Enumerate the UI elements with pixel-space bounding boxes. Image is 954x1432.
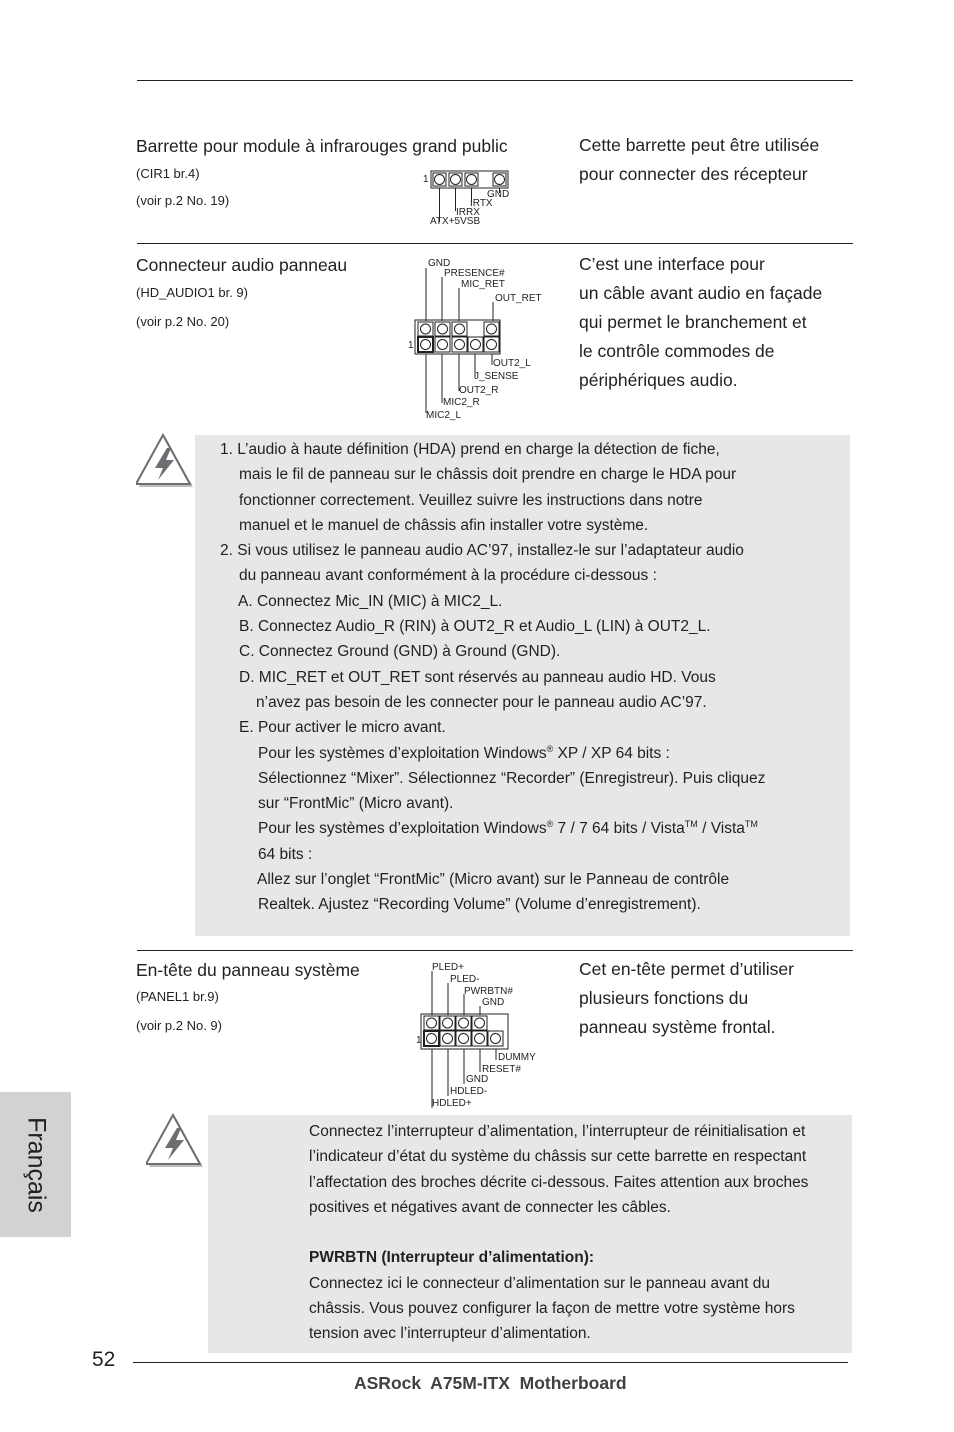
cir-pin-irtx: IRTX bbox=[470, 198, 493, 209]
note1-line: A. Connectez Mic_IN (MIC) à MIC2_L. bbox=[238, 592, 503, 610]
language-label: Français bbox=[22, 1116, 50, 1213]
panel-pin-diagram bbox=[410, 960, 560, 1110]
audio-pin-gnd: GND bbox=[428, 258, 451, 269]
warning-triangle-icon bbox=[136, 432, 196, 492]
cir-ref: (CIR1 br.4) bbox=[136, 166, 200, 181]
registered-mark: ® bbox=[546, 819, 554, 830]
note1-line: C. Connectez Ground (GND) à Ground (GND). bbox=[239, 643, 561, 661]
audio-pin-j-sense: J_SENSE bbox=[474, 371, 519, 382]
note1-line: Realtek. Ajustez “Recording Volume” (Volume d’enregistrement). bbox=[258, 896, 701, 914]
warning-triangle-icon bbox=[146, 1112, 206, 1172]
cir-pin-gnd: GND bbox=[487, 189, 510, 200]
panel-pin-hdled-minus: HDLED- bbox=[450, 1086, 488, 1097]
cir-pin-atx5vsb: ATX+5VSB bbox=[430, 216, 481, 227]
cir-pin-diagram bbox=[420, 165, 520, 227]
divider bbox=[137, 243, 853, 244]
cir-desc-line: pour connecter des récepteur bbox=[579, 164, 808, 184]
cir-pin-irrx: IRRX bbox=[456, 207, 480, 218]
note1-vista-line bbox=[220, 816, 765, 841]
language-side-tab bbox=[0, 1092, 71, 1237]
note1-xp-prefix: Pour les systèmes d’exploitation Windows bbox=[258, 744, 547, 762]
note1-line: sur “FrontMic” (Micro avant). bbox=[258, 795, 454, 813]
panel-title: En-tête du panneau système bbox=[136, 960, 360, 980]
panel-pin-gnd-top: GND bbox=[482, 997, 505, 1008]
note2-line: Connectez l’interrupteur d’alimentation, l’interrupteur de réinitialisation et bbox=[309, 1123, 806, 1140]
note2-line: Connectez ici le connecteur d’alimentation sur le panneau avant du bbox=[309, 1274, 770, 1292]
note1-line: B. Connectez Audio_R (RIN) à OUT2_R et Audio_L (LIN) à OUT2_L. bbox=[239, 618, 711, 636]
note1-line: n’avez pas besoin de les connecter pour le panneau audio AC’97. bbox=[256, 693, 707, 711]
audio-desc-line: qui permet le branchement et bbox=[579, 312, 807, 332]
audio-desc-line: C’est une interface pour bbox=[579, 254, 765, 274]
trademark-mark: TM bbox=[684, 819, 698, 830]
panel-desc-line: panneau système frontal. bbox=[579, 1017, 776, 1037]
panel-pin-pwrbtn: PWRBTN# bbox=[464, 986, 513, 997]
panel-desc-line: plusieurs fonctions du bbox=[579, 988, 749, 1008]
panel-pin-one-label: 1 bbox=[416, 1035, 422, 1046]
note1-line: du panneau avant conformément à la procédure ci-dessous : bbox=[239, 567, 657, 585]
note1-line: Sélectionnez “Mixer”. Sélectionnez “Recorder” (Enregistreur). Puis cliquez bbox=[258, 769, 766, 787]
audio-pin-mic-ret: MIC_RET bbox=[461, 279, 505, 290]
panel-pin-hdled-plus: HDLED+ bbox=[432, 1098, 472, 1109]
divider bbox=[137, 950, 853, 951]
note1-line: manuel et le manuel de châssis afin installer votre système. bbox=[239, 516, 649, 534]
note2-text bbox=[309, 1119, 808, 1347]
audio-header-svg bbox=[400, 255, 560, 425]
panel-pin-reset: RESET# bbox=[482, 1064, 521, 1075]
note1-vista-prefix: Pour les systèmes d’exploitation Windows bbox=[258, 820, 547, 838]
note1-line: Allez sur l’onglet “FrontMic” (Micro avant) sur le Panneau de contrôle bbox=[257, 871, 730, 889]
note2-line: châssis. Vous pouvez configurer la façon de mettre votre système hors bbox=[309, 1300, 795, 1318]
note1-xp-line bbox=[220, 741, 765, 766]
audio-ref: (HD_AUDIO1 br. 9) bbox=[136, 285, 248, 300]
trademark-mark: TM bbox=[744, 819, 758, 830]
audio-pin-out-ret: OUT_RET bbox=[495, 293, 542, 304]
note2-warning-icon bbox=[146, 1112, 206, 1172]
audio-pin-one-label: 1 bbox=[408, 340, 414, 351]
footer-title: ASRock A75M-ITX Motherboard bbox=[354, 1373, 627, 1393]
note1-warning-icon bbox=[136, 432, 196, 492]
panel-pin-pled-minus: PLED- bbox=[450, 974, 480, 985]
audio-pin-mic2-r: MIC2_R bbox=[443, 397, 480, 408]
note1-line: 1. L’audio à haute définition (HDA) prend en charge la détection de fiche, bbox=[220, 441, 720, 458]
top-rule bbox=[137, 80, 853, 81]
cir-pin-one-label: 1 bbox=[423, 174, 429, 185]
audio-description bbox=[579, 250, 822, 395]
panel-pin-gnd-bottom: GND bbox=[466, 1074, 489, 1085]
panel-description bbox=[579, 955, 794, 1042]
registered-mark: ® bbox=[546, 743, 554, 754]
note1-line: mais le fil de panneau sur le châssis doit prendre en charge le HDA pour bbox=[239, 466, 737, 484]
audio-desc-line: périphériques audio. bbox=[579, 370, 738, 390]
audio-pin-diagram bbox=[400, 255, 560, 425]
note1-line: D. MIC_RET et OUT_RET sont réservés au panneau audio HD. Vous bbox=[239, 668, 716, 686]
note1-vista-mid: 7 / 7 64 bits / Vista bbox=[553, 820, 685, 838]
note1-line: 64 bits : bbox=[258, 845, 313, 863]
audio-pin-mic2-l: MIC2_L bbox=[426, 410, 462, 421]
note2-line: l’affectation des broches décrite ci-dessous. Faites attention aux broches bbox=[309, 1173, 809, 1191]
note1-line: fonctionner correctement. Veuillez suivre les instructions dans notre bbox=[239, 491, 703, 509]
note1-line: 2. Si vous utilisez le panneau audio AC’97, installez-le sur l’adaptateur audio bbox=[220, 542, 744, 560]
audio-desc-line: un câble avant audio en façade bbox=[579, 283, 823, 303]
audio-see: (voir p.2 No. 20) bbox=[136, 314, 230, 329]
audio-desc-line: le contrôle commodes de bbox=[579, 341, 775, 361]
audio-pin-presence: PRESENCE# bbox=[444, 268, 505, 279]
cir-desc-line: Cette barrette peut être utilisée bbox=[579, 135, 820, 155]
note1-vista-mid2: / Vista bbox=[697, 820, 745, 838]
cir-description bbox=[579, 131, 819, 189]
note1-line: E. Pour activer le micro avant. bbox=[239, 719, 446, 737]
audio-title: Connecteur audio panneau bbox=[136, 255, 348, 275]
note2-line: positives et négatives avant de connecter les câbles. bbox=[309, 1198, 671, 1216]
panel-desc-line: Cet en-tête permet d’utiliser bbox=[579, 959, 794, 979]
note2-line: tension avec l’interrupteur d’alimentation. bbox=[309, 1325, 591, 1343]
panel-pin-dummy: DUMMY bbox=[498, 1052, 536, 1063]
note2-heading: PWRBTN (Interrupteur d’alimentation): bbox=[309, 1249, 595, 1267]
cir-see: (voir p.2 No. 19) bbox=[136, 193, 230, 208]
note2-line: l’indicateur d’état du système du châssis sur cette barrette en respectant bbox=[309, 1148, 807, 1166]
panel-ref: (PANEL1 br.9) bbox=[136, 989, 219, 1004]
footer-rule bbox=[133, 1362, 848, 1363]
audio-pin-out2-l: OUT2_L bbox=[493, 358, 531, 369]
audio-pin-out2-r: OUT2_R bbox=[459, 385, 499, 396]
cir-title: Barrette pour module à infrarouges grand public bbox=[136, 136, 508, 156]
note1-text bbox=[220, 437, 765, 918]
panel-see: (voir p.2 No. 9) bbox=[136, 1018, 222, 1033]
page-number: 52 bbox=[92, 1348, 116, 1371]
note1-xp-suffix: XP / XP 64 bits : bbox=[553, 744, 670, 762]
panel-pin-pled-plus: PLED+ bbox=[432, 962, 464, 973]
